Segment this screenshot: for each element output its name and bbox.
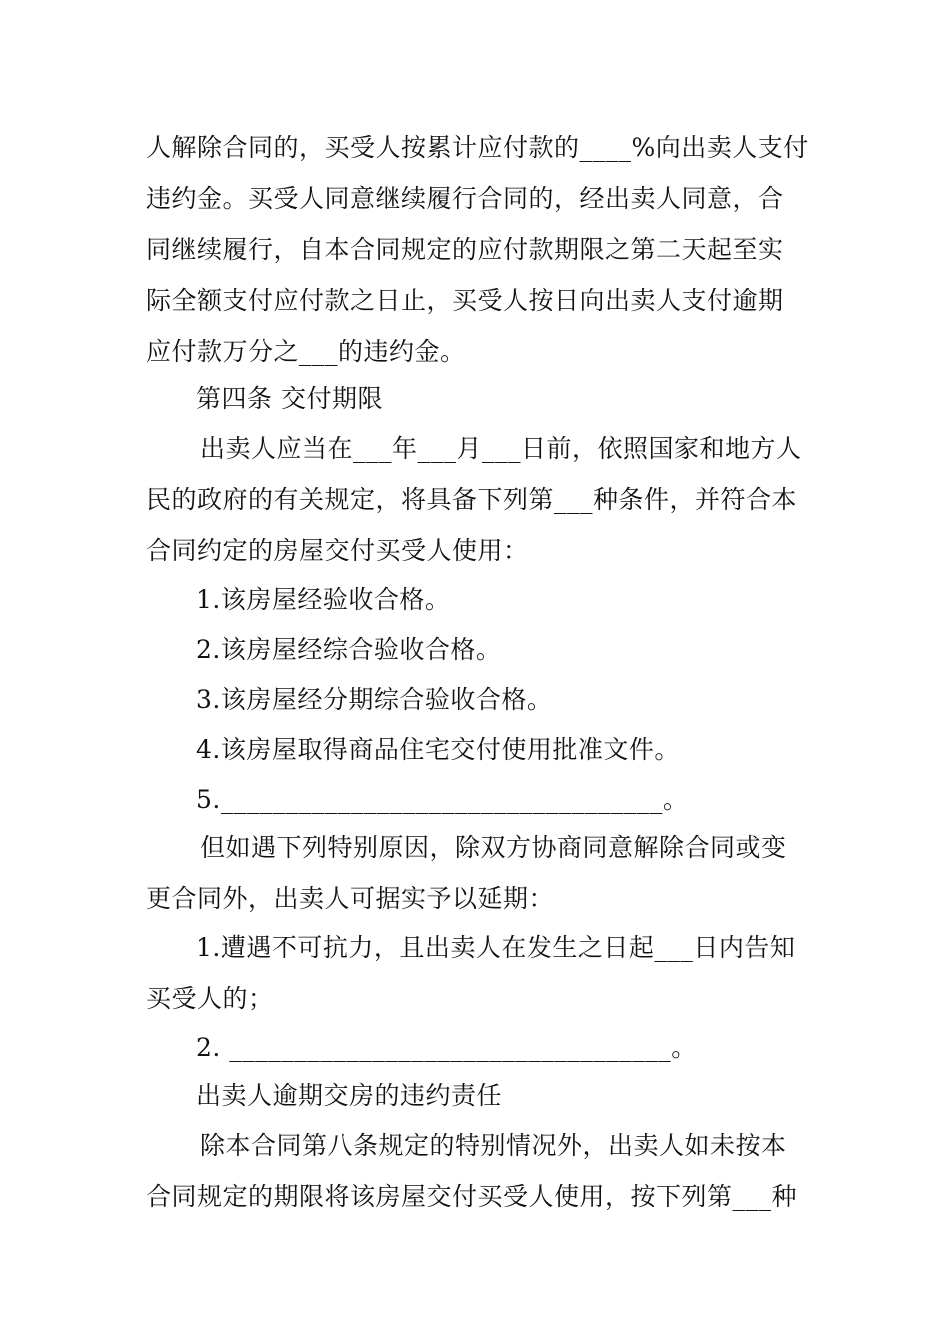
section-heading: 出卖人逾期交房的违约责任 [196,1081,503,1110]
paragraph-line: 人解除合同的，买受人按累计应付款的____%向出卖人支付 [146,133,809,162]
paragraph-line: 合同规定的期限将该房屋交付买受人使用，按下列第___种 [146,1182,798,1211]
paragraph-line: 除本合同第八条规定的特别情况外，出卖人如未按本 [200,1131,787,1160]
paragraph-line: 民的政府的有关规定，将具备下列第___种条件，并符合本 [146,485,798,514]
list-item: 2. __________________________________。 [196,1033,697,1062]
paragraph-line: 更合同外，出卖人可据实予以延期： [146,884,555,913]
paragraph-line: 买受人的； [146,984,274,1013]
paragraph-line: 合同约定的房屋交付买受人使用： [146,536,529,565]
paragraph-line: 应付款万分之___的违约金。 [146,337,466,366]
list-item: 3.该房屋经分期综合验收合格。 [196,685,553,714]
paragraph-line: 同继续履行，自本合同规定的应付款期限之第二天起至实 [146,235,784,264]
list-item: 5.__________________________________。 [196,785,689,814]
paragraph-line: 出卖人应当在___年___月___日前，依照国家和地方人 [200,434,802,463]
list-item: 1.该房屋经验收合格。 [196,585,451,614]
list-item: 2.该房屋经综合验收合格。 [196,635,502,664]
list-item: 1.遭遇不可抗力，且出卖人在发生之日起___日内告知 [196,933,796,962]
paragraph-line: 际全额支付应付款之日止，买受人按日向出卖人支付逾期 [146,286,784,315]
paragraph-line: 但如遇下列特别原因，除双方协商同意解除合同或变 [200,833,787,862]
paragraph-line: 违约金。买受人同意继续履行合同的，经出卖人同意，合 [146,184,784,213]
list-item: 4.该房屋取得商品住宅交付使用批准文件。 [196,735,680,764]
section-heading: 第四条 交付期限 [196,384,383,413]
